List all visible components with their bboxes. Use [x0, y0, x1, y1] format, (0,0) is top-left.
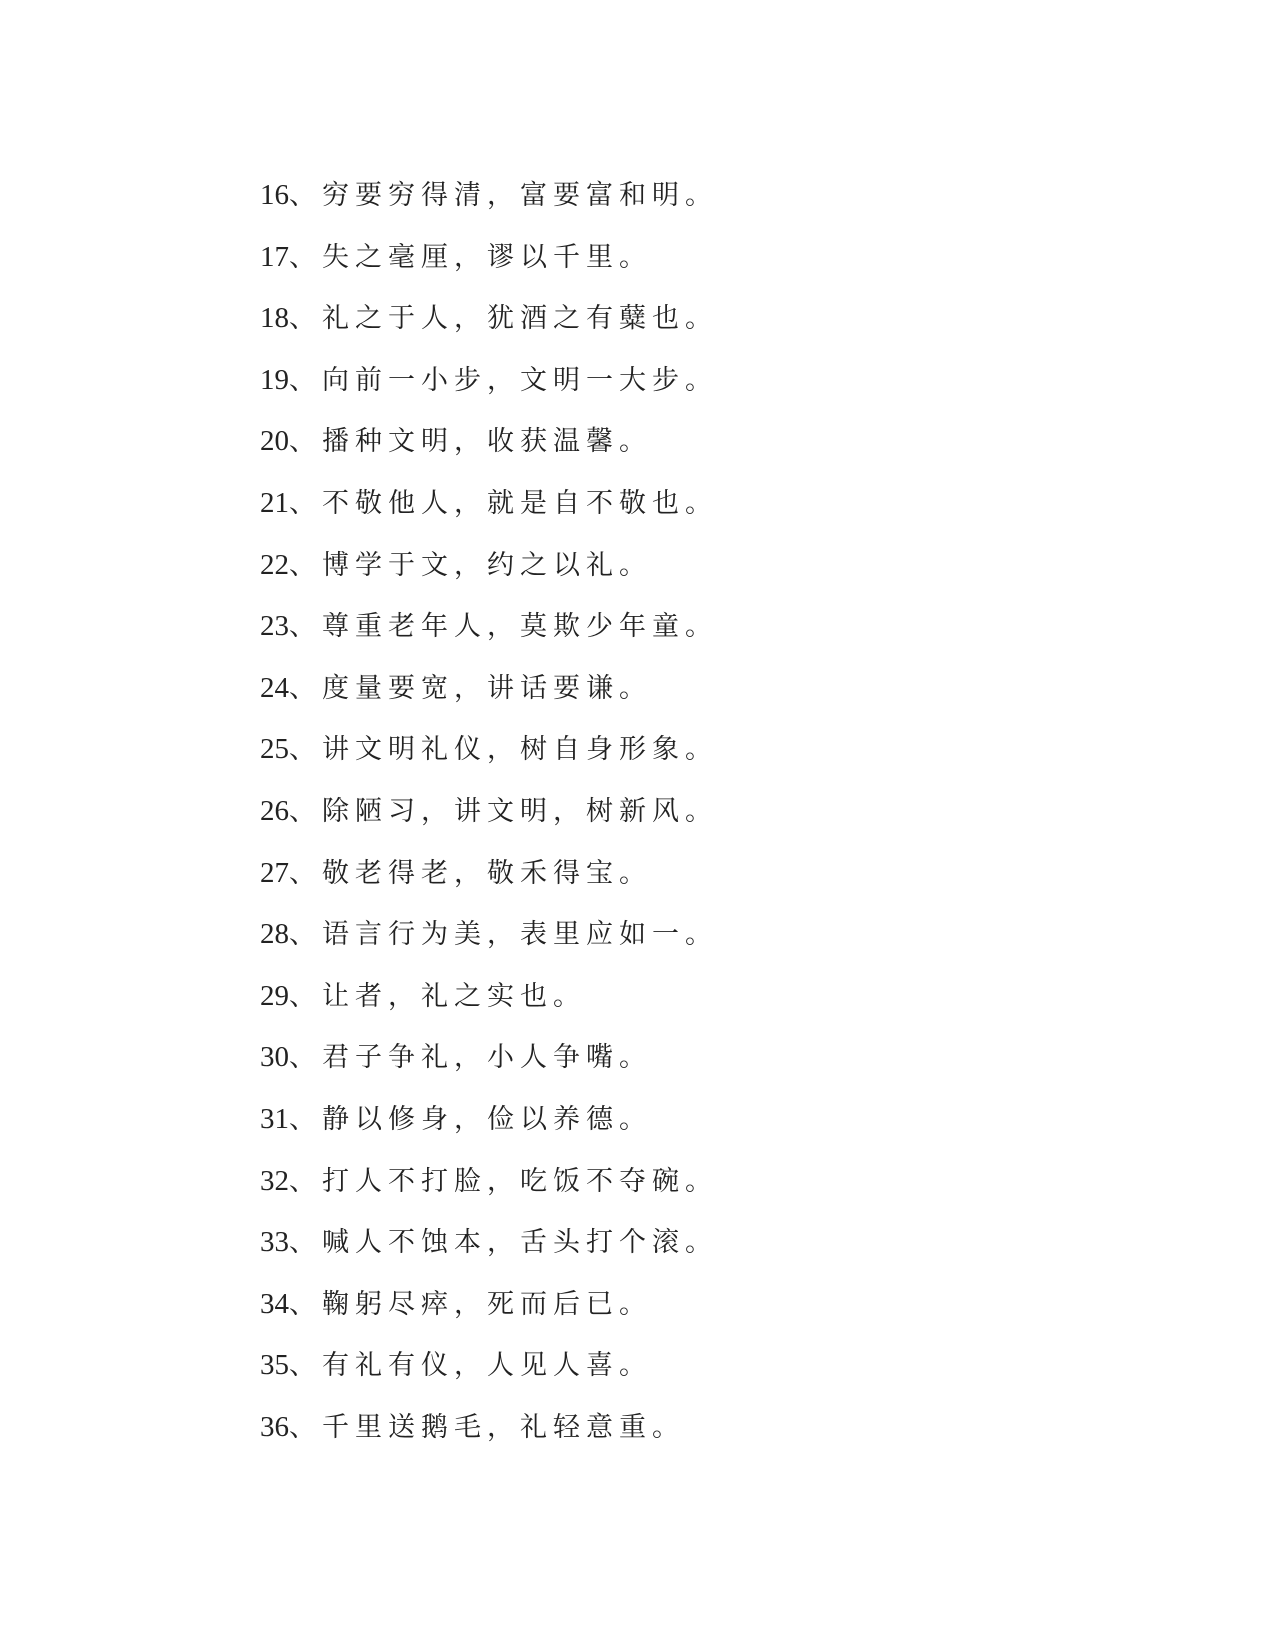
item-text: 鞠躬尽瘁，死而后已。 — [322, 1288, 652, 1320]
item-separator: 、 — [289, 487, 322, 519]
list-item — [260, 966, 1160, 1028]
item-number: 20 — [260, 425, 289, 458]
item-number: 18 — [260, 302, 289, 335]
item-text: 向前一小步，文明一大步。 — [322, 364, 718, 396]
item-number: 16 — [260, 179, 289, 211]
list-item — [260, 227, 1160, 289]
item-separator: 、 — [289, 1103, 322, 1135]
item-text: 静以修身，俭以养德。 — [322, 1103, 652, 1135]
item-number: 22 — [260, 548, 289, 581]
item-text: 不敬他人，就是自不敬也。 — [322, 487, 718, 519]
item-text: 度量要宽，讲话要谦。 — [322, 672, 652, 704]
item-text: 播种文明，收获温馨。 — [322, 426, 652, 458]
item-text: 喊人不蚀本，舌头打个滚。 — [322, 1227, 718, 1259]
item-text: 尊重老年人，莫欺少年童。 — [322, 611, 718, 643]
item-number: 24 — [260, 671, 289, 704]
item-separator: 、 — [289, 426, 322, 458]
item-separator: 、 — [289, 611, 322, 643]
list-item — [260, 1089, 1160, 1151]
item-number: 34 — [260, 1287, 289, 1320]
item-number: 29 — [260, 979, 289, 1012]
list-item — [260, 843, 1160, 905]
item-separator: 、 — [289, 1411, 322, 1443]
item-number: 31 — [260, 1102, 289, 1135]
item-separator: 、 — [289, 303, 322, 335]
item-number: 19 — [260, 363, 289, 396]
item-separator: 、 — [289, 1350, 322, 1382]
item-number: 27 — [260, 856, 289, 889]
item-separator: 、 — [289, 1042, 322, 1074]
proverb-list — [260, 165, 1160, 1458]
item-number: 32 — [260, 1164, 289, 1197]
item-separator: 、 — [289, 795, 322, 827]
item-separator: 、 — [289, 180, 322, 211]
list-item — [260, 1335, 1160, 1397]
item-number: 33 — [260, 1226, 289, 1259]
list-item — [260, 1212, 1160, 1274]
item-number: 30 — [260, 1041, 289, 1074]
item-separator: 、 — [289, 241, 322, 273]
item-number: 17 — [260, 240, 289, 273]
item-number: 28 — [260, 918, 289, 951]
list-item — [260, 411, 1160, 473]
list-item — [260, 535, 1160, 597]
item-separator: 、 — [289, 919, 322, 951]
list-item — [260, 596, 1160, 658]
item-text: 打人不打脸，吃饭不夺碗。 — [322, 1165, 718, 1197]
item-text: 让者，礼之实也。 — [322, 980, 586, 1012]
item-number: 35 — [260, 1349, 289, 1382]
list-item — [260, 288, 1160, 350]
item-text: 讲文明礼仪，树自身形象。 — [322, 734, 718, 766]
item-number: 23 — [260, 610, 289, 643]
item-separator: 、 — [289, 672, 322, 704]
item-separator: 、 — [289, 549, 322, 581]
item-separator: 、 — [289, 1165, 322, 1197]
list-item — [260, 781, 1160, 843]
item-text: 穷要穷得清，富要富和明。 — [322, 180, 718, 211]
item-number: 21 — [260, 486, 289, 519]
list-item — [260, 719, 1160, 781]
item-separator: 、 — [289, 734, 322, 766]
list-item — [260, 1274, 1160, 1336]
list-item — [260, 1151, 1160, 1213]
item-text: 有礼有仪，人见人喜。 — [322, 1350, 652, 1382]
item-separator: 、 — [289, 980, 322, 1012]
list-item — [260, 473, 1160, 535]
item-text: 敬老得老，敬禾得宝。 — [322, 857, 652, 889]
item-separator: 、 — [289, 364, 322, 396]
list-item — [260, 658, 1160, 720]
list-item — [260, 165, 1160, 227]
item-number: 25 — [260, 733, 289, 766]
list-item — [260, 1397, 1160, 1459]
item-text: 千里送鹅毛，礼轻意重。 — [322, 1411, 685, 1443]
item-text: 礼之于人，犹酒之有糵也。 — [322, 303, 718, 335]
item-separator: 、 — [289, 857, 322, 889]
item-separator: 、 — [289, 1227, 322, 1259]
item-text: 博学于文，约之以礼。 — [322, 549, 652, 581]
item-text: 除陋习，讲文明，树新风。 — [322, 795, 718, 827]
list-item — [260, 904, 1160, 966]
item-number: 36 — [260, 1410, 289, 1443]
list-item — [260, 350, 1160, 412]
item-separator: 、 — [289, 1288, 322, 1320]
item-text: 语言行为美，表里应如一。 — [322, 919, 718, 951]
list-item — [260, 1027, 1160, 1089]
item-text: 失之毫厘，谬以千里。 — [322, 241, 652, 273]
item-text: 君子争礼，小人争嘴。 — [322, 1042, 652, 1074]
item-number: 26 — [260, 794, 289, 827]
